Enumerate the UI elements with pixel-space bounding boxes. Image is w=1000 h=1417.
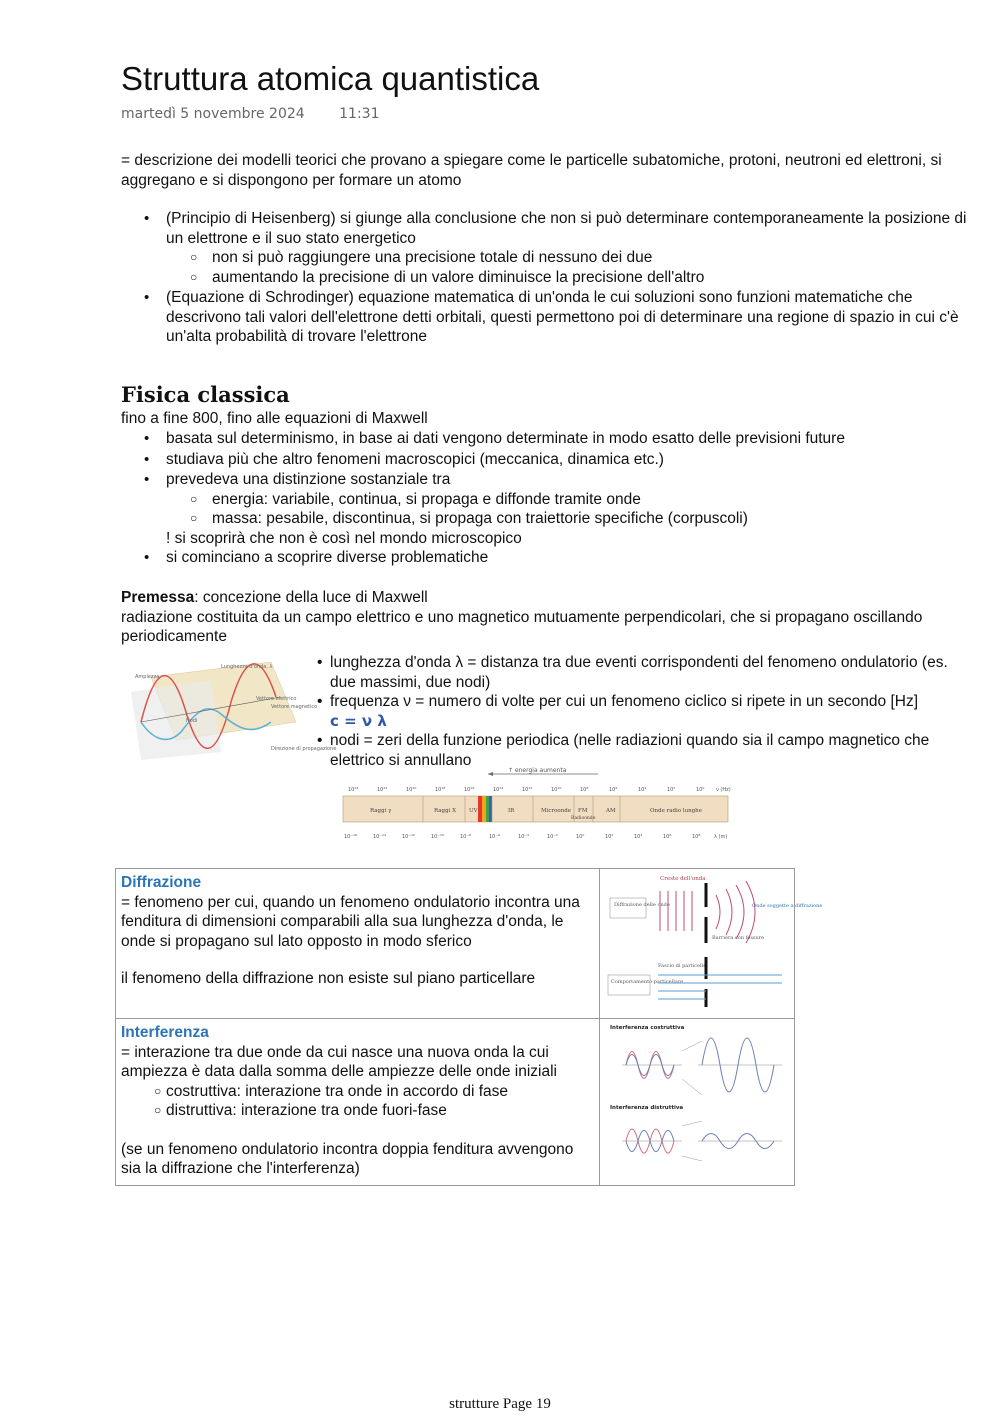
page-time: 11:31 (339, 106, 380, 122)
list-item-text: basata sul determinismo, in base ai dati vengono determinate in modo esatto delle previsioni future (166, 430, 845, 447)
heisenberg-text: (Principio di Heisenberg) si giunge alla conclusione che non si può determinare contemporaneamente la posizione di un elettrone e il suo stato energetico (166, 210, 967, 247)
spectrum-wavelength-tick: 10⁴ (634, 834, 643, 840)
fig-label: Fascio di particelle (658, 963, 707, 969)
spectrum-wavelength-tick: 10⁰ (576, 834, 585, 840)
spectrum-band-label: Raggi X (434, 808, 457, 814)
wave-wavelength-text: lunghezza d'onda λ = distanza tra due eventi corrispondenti del fenomeno ondulatorio (es. due massimi, due nodi) (330, 654, 948, 691)
concept-table (115, 868, 823, 1186)
subitem-text: distruttiva: interazione tra onde fuori-fase (166, 1102, 447, 1119)
spectrum-wavelength-tick: 10⁻¹⁴ (373, 834, 387, 840)
spectrum-freq-unit: ν (Hz) (716, 787, 731, 793)
spectrum-wavelength-tick: 10⁻¹⁶ (344, 834, 358, 840)
table-cell-interferenza-figure (600, 1019, 795, 1186)
note-text: ! si scoprirà che non è così nel mondo microscopico (166, 529, 522, 547)
list-item-schrodinger (121, 288, 981, 347)
em-wave-figure (121, 652, 337, 762)
subitem-text: non si può raggiungere una precisione totale di nessuno dei due (212, 249, 653, 266)
interferenza-note: (se un fenomeno ondulatorio incontra doppia fenditura avvengono sia la diffrazione che l'interferenza) (121, 1140, 574, 1177)
table-cell-diffrazione-figure (600, 869, 823, 1019)
spectrum-freq-tick: 10²⁰ (406, 787, 417, 793)
fig-label: Diffrazione delle onde (614, 902, 670, 908)
subitem-text: massa: pesabile, discontinua, si propaga con traiettorie specifiche (corpuscoli) (212, 510, 748, 527)
table-cell-interferenza-text (116, 1019, 600, 1186)
list-item-text: studiava più che altro fenomeni macroscopici (meccanica, dinamica etc.) (166, 450, 664, 468)
spectrum-freq-tick: 10¹² (522, 787, 533, 793)
list-subitem: ○ costruttiva: interazione tra onde in accordo di fase (154, 1082, 509, 1100)
wave-label: Lunghezza d'onda, λ (221, 664, 273, 670)
spectrum-band-label: Microonde (541, 808, 572, 814)
wave-label: Vettore elettrico (256, 696, 297, 702)
diffrazione-note: il fenomeno della diffrazione non esiste sul piano particellare (121, 970, 536, 987)
list-item (121, 548, 981, 568)
classica-list (121, 429, 981, 568)
schrodinger-text: (Equazione di Schrodinger) equazione matematica di un'onda le cui soluzioni sono funzioni matematiche che descrivono tali valori dell'elettrone detti orbitali, questi permettono poi di determinare una regione di spazio in cui c'è un'alta probabilità di trovare l'elettrone (166, 289, 959, 345)
fig-label: Interferenza costruttiva (610, 1025, 685, 1031)
subitem-text: costruttiva: interazione tra onde in accordo di fase (166, 1082, 509, 1100)
spectrum-freq-tick: 10¹⁴ (493, 787, 504, 793)
list-subitem (121, 509, 981, 529)
wave-label: Nodi (186, 718, 198, 724)
subitem-text: aumentando la precisione di un valore diminuisce la precisione dell'altro (212, 268, 705, 286)
spectrum-band-label: Onde radio lunghe (650, 808, 702, 814)
wave-label: Vettore magnetico (271, 704, 318, 710)
spectrum-wavelength-tick: 10⁻¹² (402, 834, 416, 840)
spectrum-wavelength-tick: 10⁻⁸ (460, 834, 472, 840)
interferenza-text: = interazione tra due onde da cui nasce una nuova onda la cui ampiezza è data dalla somma delle ampiezze delle onde iniziali (121, 1043, 557, 1080)
page-footer: strutture Page 19 (449, 1396, 551, 1412)
list-subitem (121, 248, 981, 268)
fig-label: Barriera con fessure (712, 935, 765, 941)
em-spectrum-figure (338, 766, 738, 842)
spectrum-freq-tick: 10⁴ (638, 787, 647, 793)
page-meta (121, 106, 409, 122)
spectrum-wavelength-unit: λ (m) (714, 834, 728, 840)
premessa-desc: radiazione costituita da un campo elettrico e uno magnetico mutuamente perpendicolari, che si propagano oscillando periodicamente (121, 608, 923, 645)
intro-list (121, 209, 981, 347)
fig-label: Interferenza distruttiva (610, 1105, 684, 1111)
list-subitem (121, 490, 981, 510)
fig-label: Creste dell'onda (660, 876, 706, 882)
spectrum-band-label: FM (578, 808, 588, 814)
diffrazione-text: = fenomeno per cui, quando un fenomeno ondulatorio incontra una fenditura di dimensioni comparabili alla sua lunghezza d'onda, le onde si propagano sul lato opposto in modo sferico (121, 893, 580, 950)
spectrum-freq-tick: 10¹⁶ (464, 787, 475, 793)
spectrum-freq-tick: 10²² (377, 787, 388, 793)
wave-nodes-text: nodi = zeri della funzione periodica (nelle radiazioni quando sia il campo magnetico che elettrico si annullano (330, 732, 930, 769)
page-date: martedì 5 novembre 2024 (121, 106, 305, 122)
spectrum-wavelength-tick: 10⁻¹⁰ (431, 834, 445, 840)
premessa-label: Premessa (121, 589, 195, 606)
classica-subtitle: fino a fine 800, fino alle equazioni di Maxwell (121, 410, 428, 427)
spectrum-wavelength-tick: 10⁻² (547, 834, 559, 840)
spectrum-band-label: UV (469, 808, 478, 814)
wave-bullets (316, 653, 976, 770)
spectrum-freq-tick: 10⁸ (580, 787, 589, 793)
table-cell-diffrazione-text (116, 869, 600, 1019)
table-row-interferenza (116, 1019, 795, 1186)
spectrum-freq-tick: 10⁶ (609, 787, 618, 793)
list-item: • lunghezza d'onda λ = distanza tra due eventi corrispondenti del fenomeno ondulatorio (es. due massimi, due nodi) (317, 654, 948, 691)
wave-formula: c = ν λ (330, 711, 387, 730)
diffrazione-title: Diffrazione (121, 874, 202, 891)
spectrum-wavelength-tick: 10⁶ (663, 834, 672, 840)
spectrum-freq-tick: 10⁰ (696, 787, 705, 793)
subitem-text: energia: variabile, continua, si propaga e diffonde tramite onde (212, 490, 641, 508)
spectrum-freq-tick: 10²⁴ (348, 787, 359, 793)
note-line (121, 529, 981, 549)
interference-figure (602, 1021, 792, 1171)
page-title: Struttura atomica quantistica (121, 60, 540, 97)
interferenza-title: Interferenza (121, 1024, 209, 1041)
intro-paragraph: = descrizione dei modelli teorici che provano a spiegare come le particelle subatomiche, protoni, neutroni ed elettroni, si aggregano e si dispongono per formare un atomo (121, 152, 942, 189)
list-subitem (121, 268, 981, 288)
spectrum-radio-label: Radioonde (571, 816, 596, 821)
fig-label: Comportamento particellare (611, 979, 684, 985)
wave-frequency-text: frequenza ν = numero di volte per cui un fenomeno ciclico si ripete in un secondo [Hz] (330, 693, 919, 710)
fig-label: Onde soggette a diffrazione (752, 903, 823, 909)
spectrum-band-label: Raggi γ (370, 808, 392, 814)
spectrum-wavelength-tick: 10⁸ (692, 834, 701, 840)
spectrum-arrow-label: ↑ energia aumenta (508, 767, 567, 774)
spectrum-wavelength-tick: 10⁻⁶ (489, 834, 501, 840)
section-heading-fisica-classica: Fisica classica (121, 382, 290, 407)
list-item-text: prevedeva una distinzione sostanziale tra (166, 471, 451, 488)
diffraction-figure (602, 871, 823, 1011)
wave-label: Ampiezza (135, 674, 160, 680)
premessa-text: : concezione della luce di Maxwell (194, 589, 428, 606)
spectrum-freq-tick: 10² (667, 787, 676, 793)
spectrum-wavelength-tick: 10⁻⁴ (518, 834, 530, 840)
premessa-paragraph (121, 588, 951, 647)
list-item (121, 429, 981, 449)
list-item-text: si cominciano a scoprire diverse problematiche (166, 549, 489, 566)
wave-label: Direzione di propagazione (271, 746, 337, 752)
spectrum-freq-tick: 10¹⁰ (551, 787, 562, 793)
list-item-heisenberg (121, 209, 981, 248)
spectrum-freq-tick: 10¹⁸ (435, 787, 446, 793)
spectrum-wavelength-tick: 10² (605, 834, 614, 840)
spectrum-band-label: AM (606, 808, 616, 814)
spectrum-band-label: IR (508, 808, 515, 814)
list-item: • frequenza ν = numero di volte per cui un fenomeno ciclico si ripete in un secondo [Hz] (317, 693, 919, 710)
list-item (121, 450, 981, 470)
list-subitem: ○ distruttiva: interazione tra onde fuori-fase (154, 1102, 447, 1119)
formula-line (316, 712, 976, 732)
list-item: • nodi = zeri della funzione periodica (nelle radiazioni quando sia il campo magnetico che elettrico si annullano (317, 732, 930, 769)
list-item (121, 470, 981, 490)
table-row-diffrazione (116, 869, 795, 1019)
